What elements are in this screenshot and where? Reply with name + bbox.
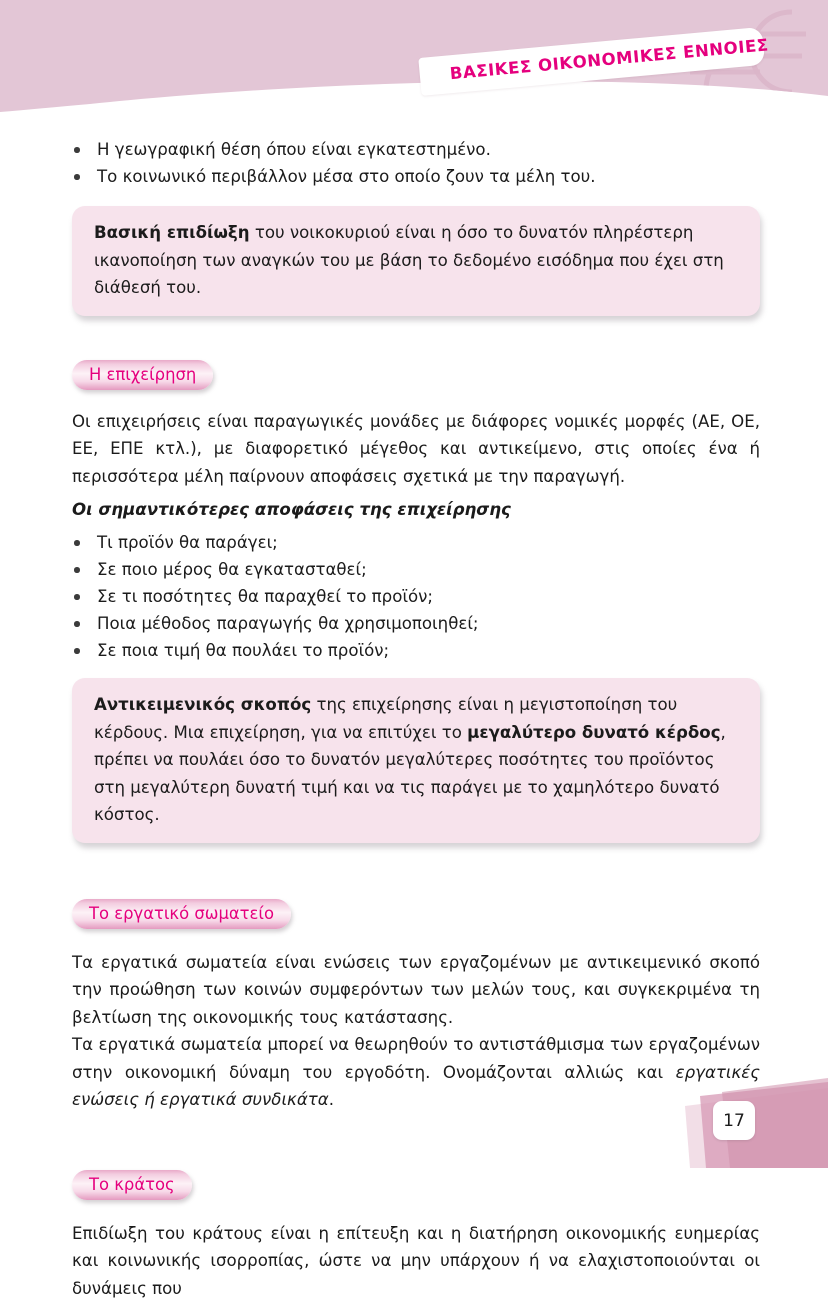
section-heading-labour-union: Το εργατικό σωματείο	[72, 899, 291, 929]
list-item: Ποια μέθοδος παραγωγής θα χρησιμοποιηθεί;	[72, 610, 828, 637]
page-number: 17	[723, 1111, 745, 1131]
state-paragraph: Επιδίωξη του κράτους είναι η επίτευξη και η διατήρηση οικονομικής ευημερίας και κοινωνικής ισορροπίας, ώστε να μην υπάρχουν ή να ελαχιστοποιούνται οι δυνάμεις που	[72, 1220, 760, 1302]
household-characteristics-list	[0, 136, 828, 190]
section-heading-state: Το κράτος	[72, 1170, 192, 1200]
business-decisions-list	[0, 529, 828, 664]
callout-business-objective	[72, 678, 760, 843]
page-footer	[0, 1078, 828, 1168]
list-item: Η γεωγραφική θέση όπου είναι εγκατεστημένο.	[72, 136, 828, 163]
list-item: Τι προϊόν θα παράγει;	[72, 529, 828, 556]
callout-lead-text: Βασική επιδίωξη	[94, 223, 250, 242]
callout-body-text: του νοικοκυριού είναι η όσο το δυνατόν πληρέστερη ικανοποίηση των αναγκών του με βάση το δεδομένο εισόδημα που έχει στη διάθεσή του.	[94, 223, 724, 297]
business-subheading: Οι σημαντικότερες αποφάσεις της επιχείρησης	[72, 496, 760, 523]
callout-body-text-1: της επιχείρησης είναι η μεγιστοποίηση του κέρδους. Μια επιχείρηση, για να επιτύχει το	[94, 695, 677, 742]
page-title: ΒΑΣΙΚΕΣ ΟΙΚΟΝΟΜΙΚΕΣ ΕΝΝΟΙΕΣ	[449, 35, 769, 83]
list-item: Σε ποια τιμή θα πουλάει το προϊόν;	[72, 637, 828, 664]
union-paragraph-2-part-a: Τα εργατικά σωματεία μπορεί να θεωρηθούν το αντιστάθμισμα των εργαζομένων στην οικονομική δύναμη του εργοδότη. Ονομάζονται αλλιώς και	[72, 1035, 760, 1082]
page-corner-decoration	[0, 1078, 828, 1168]
callout-body-text-2: , πρέπει να πουλάει όσο το δυνατόν μεγαλύτερες ποσότητες του προϊόντος στη μεγαλύτερη δυνατή τιμή και να τις παράγει με το χαμηλότερο δυνατό κόστος.	[94, 723, 726, 825]
page-header	[0, 0, 828, 140]
business-paragraph: Οι επιχειρήσεις είναι παραγωγικές μονάδες με διάφορες νομικές μορφές (ΑΕ, ΟΕ, ΕΕ, ΕΠΕ κτλ.), με διαφορετικό μέγεθος και αντικείμενο, στις οποίες ένα ή περισσότερα μέλη παίρνουν αποφάσεις σχετικά με την παραγωγή.	[72, 408, 760, 491]
union-paragraph-1: Τα εργατικά σωματεία είναι ενώσεις των εργαζομένων με αντικειμενικό σκοπό την προώθηση των κοινών συμφερόντων των μελών τους, και συγκεκριμένα τη βελτίωση της οικονομικής τους κατάστασης.	[72, 949, 760, 1032]
section-heading-business: Η επιχείρηση	[72, 360, 213, 390]
callout-lead-text: Αντικειμενικός σκοπός	[94, 695, 311, 714]
callout-household-goal	[72, 206, 760, 316]
page-number-badge	[713, 1101, 755, 1140]
union-paragraph-2-italic: εργατικές ενώσεις ή εργατικά συνδικάτα	[72, 1063, 760, 1110]
callout-emphasis-text: μεγαλύτερο δυνατό κέρδος	[467, 723, 720, 742]
list-item: Σε τι ποσότητες θα παραχθεί το προϊόν;	[72, 583, 828, 610]
list-item: Το κοινωνικό περιβάλλον μέσα στο οποίο ζουν τα μέλη του.	[72, 163, 828, 190]
union-paragraph-2-part-b: .	[329, 1090, 334, 1109]
list-item: Σε ποιο μέρος θα εγκατασταθεί;	[72, 556, 828, 583]
